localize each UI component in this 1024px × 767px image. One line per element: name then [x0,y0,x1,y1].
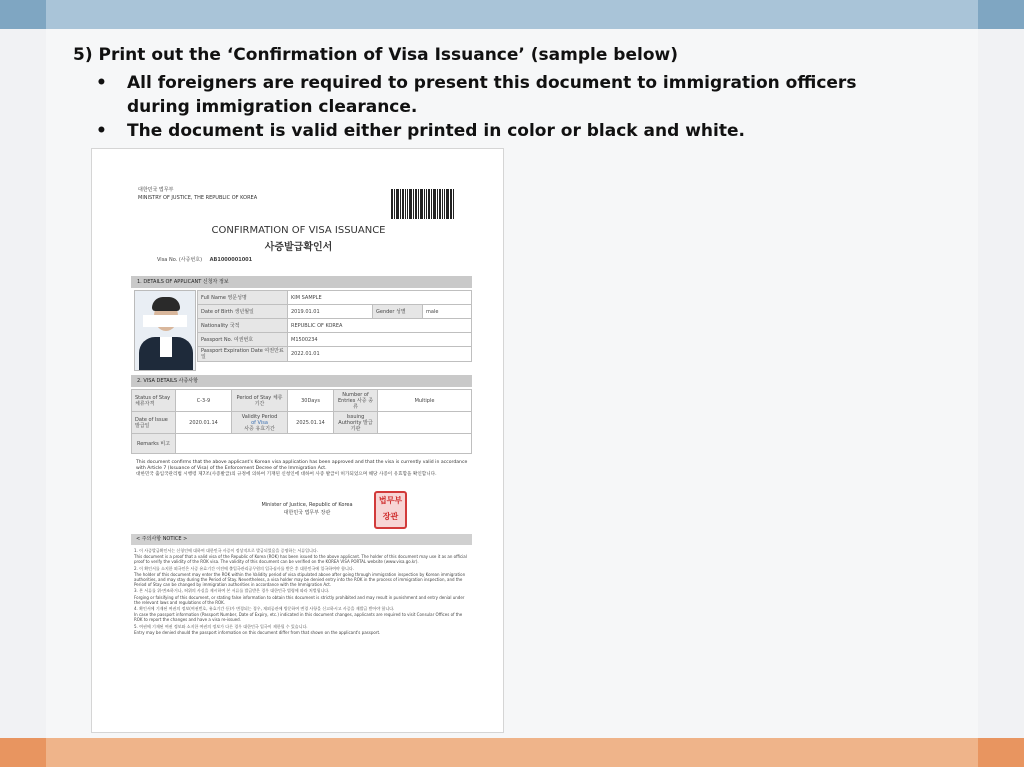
bullet-item: • All foreigners are required to present this document to immigration officers during immigration clearance. [96,71,896,119]
expiry-value: 2022.01.01 [288,347,472,362]
status-label: Status of Stay 체류자격 [132,390,176,412]
ministry-header [138,186,257,202]
document-title-ko: 사증발급확인서 [264,242,333,253]
barcode-icon [391,189,457,219]
dob-value: 2019.01.01 [288,305,373,319]
validity-label [232,412,288,434]
bullet-list [96,71,896,143]
top-band [0,0,1024,29]
top-band-left-cap [0,0,46,29]
table-row [132,412,472,434]
gender-value: male [423,305,472,319]
remarks-label: Remarks 비고 [132,434,176,454]
confirmation-statement-en: This document confirms that the above applicant's Korean visa application has been approved and that the visa is currently valid in accordance with Article 7 (Issuance of Visa) of the Enforcement Decree of the Immigration Act. [136,460,468,471]
visa-details-table [131,389,472,454]
notice-paragraph: Forging or falsifying of this document, or stating false information to obtain this document is strictly prohibited and may result in punishment and entry denial under the relevant laws and regulations of the ROK. [134,594,465,605]
document-title-en: CONFIRMATION OF VISA ISSUANCE [211,225,386,236]
authority-value [378,412,472,434]
full-name-label: Full Name 영문성명 [198,291,288,305]
status-value: C-3-9 [176,390,232,412]
minister-en: Minister of Justice, Republic of Korea [261,502,353,508]
notice-body [134,548,472,636]
remarks-value [176,434,472,454]
issue-value: 2020.01.14 [176,412,232,434]
validity-label-line: 사증 유효기간 [244,425,275,432]
issue-label: Date of Issue 발급일 [132,412,176,434]
validity-label-line: of Visa [251,419,268,426]
notice-paragraph: 4. 확인서에 기재된 여권의 정보(여권번호, 유효기간 등)가 변경되는 경우, 재외공관에 방문하여 변경 사항을 신고하시고 사증을 재발급 받아야 합니다. [134,606,395,612]
ministry-en: MINISTRY OF JUSTICE, THE REPUBLIC OF KOREA [138,195,258,201]
period-value: 30Days [288,390,334,412]
expiry-label: Passport Expiration Date 여권만료일 [198,347,288,362]
bottom-band-left-cap [0,738,46,767]
confirmation-statement [136,460,468,478]
period-label: Period of Stay 체류기간 [232,390,288,412]
notice-paragraph: In case the passport information (Passport Number, Date of Expiry, etc.) indicated in this document changes, applicants are required to visit Consular Offices of the ROK to report the changes and have a visa re-issued. [134,612,463,623]
entries-label: Number of Entries 사증 종류 [334,390,378,412]
table-row [132,434,472,454]
visa-number [157,256,252,263]
gender-label: Gender 성별 [373,305,423,319]
table-row [198,291,472,305]
full-name-value: KIM SAMPLE [288,291,472,305]
table-row [198,347,472,362]
applicant-photo [134,290,196,371]
entries-value: Multiple [378,390,472,412]
authority-label: Issuing Authority 발급 기관 [334,412,378,434]
photo-redaction [143,315,187,327]
table-row [198,305,472,319]
applicant-details-table [197,290,472,362]
notice-header: < 주의사항 NOTICE > [131,534,472,545]
passport-label: Passport No. 여권번호 [198,333,288,347]
bottom-band [0,738,1024,767]
photo-shirt [160,337,172,357]
notice-paragraph: The holder of this document may enter the ROK within the Validity period of visa stipulated above after going through immigration inspection by Korean immigration authorities, and may stay during the Period of Stay. Nevertheless, a visa holder may be denied entry into the ROK in the process of immigration inspection, and the Period of Stay can be changed by immigration authorities in accordance with the Immigration Act. [134,571,466,588]
table-row [198,333,472,347]
visa-number-value: AB1000001001 [209,257,253,263]
section-applicant-header: 1. DETAILS OF APPLICANT 신청자 정보 [131,276,472,288]
notice-paragraph: Entry may be denied should the passport information on this document differ from that shown on the applicant's passport. [134,629,381,635]
notice-paragraph: 1. 이 사증발급확인서는 신청인에 대하여 대한민국 사증이 정상적으로 발급되었음을 증명하는 서류입니다. [134,548,318,553]
validity-value: 2025.01.14 [288,412,334,434]
visa-confirmation-document [91,148,504,733]
top-band-right-cap [978,0,1024,29]
confirmation-statement-ko: 대한민국 출입국관리법 시행령 제7조(사증발급)의 규정에 의하여 기재된 신청인에 대하여 사증 발급이 허가되었으며 해당 사증이 유효함을 확인합니다. [136,472,437,477]
bullet-item: • The document is valid either printed in color or black and white. [96,119,896,143]
notice-paragraph: This document is a proof that a valid visa of the Republic of Korea (ROK) has been issued to the above applicant. The holder of this document may use it as an official proof to verify the validity of the ROK visa. The validity of this document can be verified on the KOREA VISA PORTAL website (www.visa.go.kr). [134,554,467,565]
notice-paragraph: 5. 여권에 기재된 여권 정보와 소지한 여권의 정보가 다른 경우 대한민국 입국이 제한될 수 있습니다. [134,623,308,629]
bottom-band-right-cap [978,738,1024,767]
official-seal-icon: 법무부장관 [374,491,407,529]
minister-signature-block [232,501,382,517]
section-visa-header: 2. VISA DETAILS 사증사항 [131,375,472,387]
nationality-value: REPUBLIC OF KOREA [288,319,472,333]
nationality-label: Nationality 국적 [198,319,288,333]
notice-paragraph: 2. 이 확인서를 소지한 외국인은 사증 유효기간 이전에 출입국관리공무원의 입국심사를 받은 후 대한민국에 입국하여야 합니다. [134,565,354,571]
photo-hair [152,297,180,311]
passport-value: M1500234 [288,333,472,347]
table-row [132,390,472,412]
visa-number-label: Visa No. (사증번호) [157,257,203,263]
table-row [198,319,472,333]
slide-heading: 5) Print out the ‘Confirmation of Visa Issuance’ (sample below) [73,45,678,65]
dob-label: Date of Birth 생년월일 [198,305,288,319]
ministry-ko: 대한민국 법무부 [138,187,174,193]
minister-ko: 대한민국 법무부 장관 [283,510,331,516]
notice-paragraph: 3. 본 서류를 위·변조하거나, 허위의 사실을 제시하여 본 서류를 발급받은 경우 대한민국 법령에 따라 처벌됩니다. [134,588,330,594]
validity-label-line: Validity Period [241,413,278,420]
